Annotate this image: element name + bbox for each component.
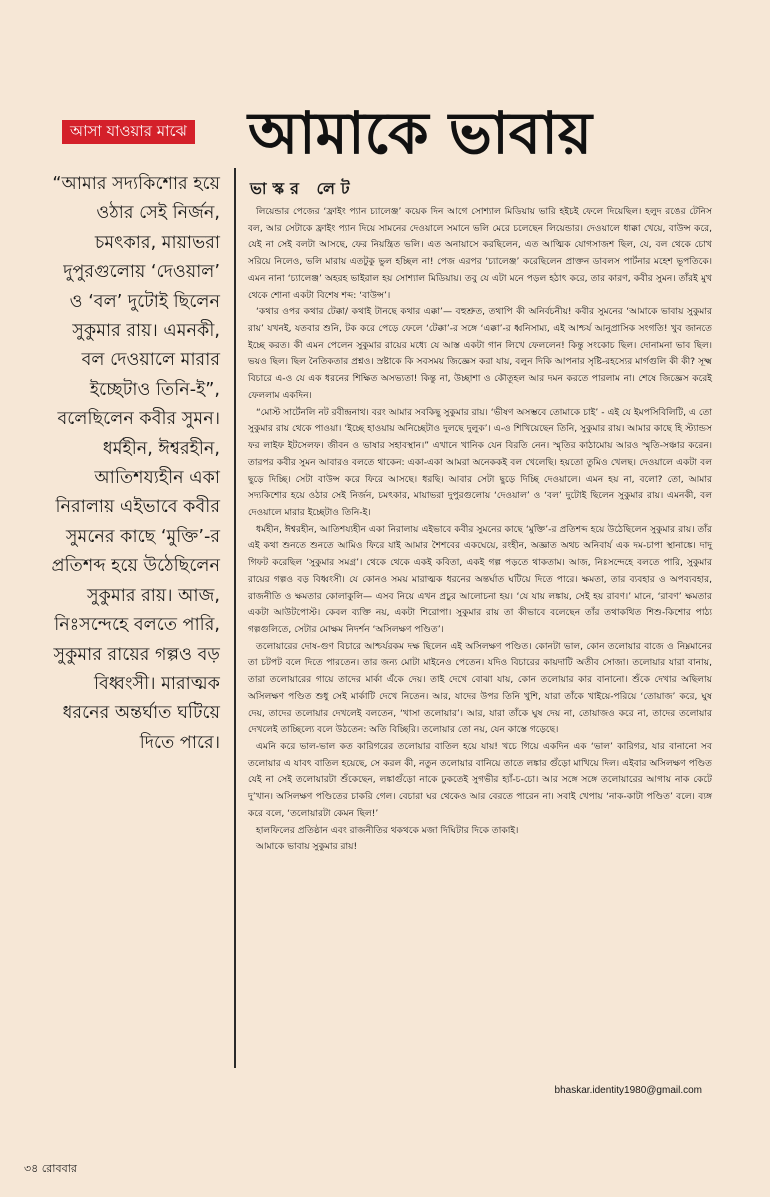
page-footer: ৩৪ রোববার [24,1162,77,1175]
section-tag: আসা যাওয়ার মাঝে [62,120,195,144]
article-paragraph: আমাকে ভাবায় সুকুমার রায়! [256,842,358,853]
article-body [248,204,712,856]
pull-quote: “আমার সদ্যকিশোর হয়ে ওঠার সেই নির্জন, চমৎকার, মায়াভরা দুপুরগুলোয় ‘দেওয়াল’ ও ‘বল’ দুটোই ছিলেন সুকুমার রায়। এমনকী, বল দেওয়ালে মারার ইচ্ছেটাও তিনি-ই”, বলেছিলেন কবীর সুমন। ধর্মহীন, ঈশ্বরহীন, আতিশয্যহীন একা নিরালায় এইভাবে কবীর সুমনের কাছে ‘মুক্তি’-র প্রতিশব্দ হয়ে উঠেছিলেন সুকুমার রায়। আজ, নিঃসন্দেহে বলতে পারি, সুকুমার রায়ের গল্পও বড় বিধ্বংসী। মারাত্মক ধরনের অন্তর্ঘাত ঘটিয়ে দিতে পারে। [51,174,220,753]
article-paragraph: লিয়েন্ডার পেজের ‘ফ্রাইং প্যান চ্যালেঞ্জ’ কয়েক দিন আগে সোশ্যাল মিডিয়ায় ভারি হইচই ফেলে দিয়েছিল। হলুদ রঙের টেনিস বল, আর সেটাকে ফ্রাইং প্যান দিয়ে সামনের দেওয়ালে সমানে ভলি মেরে চলেছেন লিয়েন্ডার। দেওয়ালে ধাক্কা খেয়ে, বাউন্স করে, যেই না সেই বলটা আসছে, ফের নিয়ন্ত্রিত ভলি। এত অনায়াসে করছিলেন, এত আত্মিক যোগসাজশ ছিল, যে, বল থেকে চোখ সরিয়ে নিলেও, ভলি মারায় এতটুকু ভুল হচ্ছিল না! পেজ এরপর ‘চ্যালেঞ্জ’ করেছিলেন প্রাক্তন ডাবলস পার্টনার মহেশ ভূপতিকে। এমন নানা ‘চ্যালেঞ্জ’ অহরহ ভাইরাল হয় সোশ্যাল মিডিয়ায়। তবু যে এটা মনে পড়ল হঠাৎ করে, তার কারণ, কবীর সুমন। তাঁরই মুখ থেকে শোনা একটা বিশেষ শব্দ: ‘বাউন্স’। [248,207,712,301]
author-email: bhaskar.identity1980@gmail.com [554,1085,702,1096]
byline: ভাস্কর লেট [250,179,356,198]
article-paragraph: “মোস্ট সার্টেনলি নট রবীন্দ্রনাথ। বরং আমার সবকিছু সুকুমার রায়। ‘ভীষণ অসম্ভবে তোমাকে চাই’ - এই যে ইমপসিবিলিটি, এ তো সুকুমার রায় থেকে পাওয়া। ‘ইচ্ছে হাওয়ায় অনিচ্ছেটাও দুলছে দুলুক’। এ-ও শিখিয়েছেন তিনি, সুকুমার রায়। আমার কাছে হি স্ট্যান্ডস ফর লাইফ ইটসেলফ। জীবন ও ভাষার সহাবস্থান।” এখানে খানিক যেন বিরতি নেন। স্মৃতির কাঠামোয় আরও স্মৃতি-সঞ্চার করেন। তারপর কবীর সুমন আবারও বলতে থাকেন: একা-একা আমরা অনেককই বল খেলেছি। হয়তো তুমিও খেলছ। দেওয়ালে একটা বল ছুড়ে দিচ্ছি। সেটা বাউন্স করে ফিরে আসছে। ধরছি। আবার সেটা ছুড়ে দিচ্ছি দেওয়ালে। এমন হয় না, বলো? তো, আমার সদ্যকিশোর হয়ে ওঠার সেই নির্জন, চমৎকার, মায়াভরা দুপুরগুলোয় ‘দেওয়াল’ ও ‘বল’ দুটোই ছিলেন সুকুমার রায়। এমনকী, বল দেওয়ালে মারার ইচ্ছেটাও তিনি-ই। [248,407,712,518]
article-paragraph: হালফিলের প্রতিষ্ঠান এবং রাজনীতির থকথকে মজা দিঘিটার দিকে তাকাই। [256,825,519,836]
column-divider [234,168,236,1068]
article-title: আমাকে ভাবায় [248,99,593,167]
article-paragraph: এমনি করে ভাল-ভাল কত কারিগরের তলোয়ার বাতিল হয়ে যায়! খচে গিয়ে একদিন এক ‘ভাল’ কারিগর, যার বানানো সব তলোয়ার এ যাবৎ বাতিল হয়েছে, সে করল কী, নতুন তলোয়ার বানিয়ে তাতে লঙ্কার গুঁড়ো মাখিয়ে দিল। এইবার অসিলক্ষণ পণ্ডিত যেই না সেই তলোয়ারটা শুঁকেছেন, লঙ্কাগুঁড়ো নাকে ঢুকতেই সুগভীর হ্যাঁ-চ-চো। আর সঙ্গে সঙ্গে তলোয়ারের আগায় নাক কেটে দু’খান। অসিলক্ষণ পণ্ডিতের চাকরি গেল। বেচারা ঘর থেকেও আর বেরতে পারেন না। সবাই খেপায় ‘নাক-কাটা পণ্ডিত’ বলে। ব্যঙ্গ করে বলে, ‘তলোয়ারটা কেমন ছিল!’ [248,742,712,819]
article-paragraph: ‘কথার ওপর কথার টেক্কা/ কথাই টানছে কথার এক্কা’— বহুশ্রুত, তথাপি কী অনির্বচনীয়! কবীর সুমনের ‘আমাকে ভাবায় সুকুমার রায়’ যখনই, যতবার শুনি, টক করে পেড়ে ফেলে ‘টেক্কা’-র সঙ্গে ‘এক্কা’-র ধ্বনিসাম্য, এই আশ্চর্য আনুপ্রাসিক সংগতি! খুব জানতে ইচ্ছে করত। কী এমন পেলেন সুকুমার রায়ের মধ্যে যে আস্ত একটা গান লিখে ফেললেন! কিন্তু সংকোচ ছিল। দোনামনা ভাব ছিল। ভয়ও ছিল। ছিল নৈতিকতার প্রশ্নও। স্রষ্টাকে কি সবসময় জিজ্ঞেস করা যায়, বলুন দিকি আপনার সৃষ্টি-রহস্যের মার্গগুলি কী কী? সূক্ষ্ম বিচারে এ-ও যে এক ধরনের শিক্ষিত অসভ্যতা! কিন্তু না, উচ্ছাশা ও কৌতূহল আর দমন করতে পারলাম না। শেষে জিজ্ঞেস করেই ফেললাম একদিন। [248,307,712,401]
article-paragraph: ধর্মহীন, ঈশ্বরহীন, আতিশয্যহীন একা নিরালায় এইভাবে কবীর সুমনের কাছে ‘মুক্তি’-র প্রতিশব্দ হয়ে উঠেছিলেন সুকুমার রায়। তাঁর এই কথা শুনতে শুনতে আমিও ফিরে যাই আমার শৈশবের একঘেয়ে, রংহীন, অজ্ঞাত অথচ অনিবার্য এক দম-চাপা স্থানাঙ্কে। দাদু গিফট করেছিল ‘সুকুমার সমগ্র’। থেকে থেকে একই কবিতা, একই গল্প পড়তে থাকতাম। আজ, নিঃসন্দেহে বলতে পারি, সুকুমার রায়ের গল্পও বড় বিধ্বংসী। যে কোনও সময় মারাত্মক ধরনের অন্তর্ঘাত ঘটিয়ে দিতে পারে। ক্ষমতা, তার ব্যবহার ও অপব্যবহার, রাজনীতি ও ক্ষমতার কোলাকুলি— এসব নিয়ে এখন প্রচুর আলোচনা হয়। ‘যে যায় লঙ্কায়, সেই হয় রাবণ।’ মানে, ‘রাবণ’ ক্ষমতার একটা আউটপোস্ট। কেবল ব্যক্তি নয়, একটা শিরোপা। সুকুমার রায় তা কীভাবে বলেছেন তাঁর তথাকথিত শিশু-কিশোর পাঠ্য গল্পগুলিতে, সেটার মোক্ষম নিদর্শন ‘অসিলক্ষণ পণ্ডিত’। [248,524,712,635]
article-paragraph: তলোয়ারের দোষ-গুণ বিচারে আশ্চর্যরকম দক্ষ ছিলেন এই অসিলক্ষণ পণ্ডিত। কোনটা ভাল, কোন তলোয়ার বাজে ও নিম্নমানের তা চটপট বলে দিতে পারতেন। তার জন্য মোটা মাইনেও পেতেন। যদিও বিচারের কায়দাটি অতীব সোজা। তলোয়ার যারা বানায়, তারা তলোয়ারের গায়ে তাদের মার্কা এঁকে দেয়। তাই দেখে বোঝা যায়, কোন তলোয়ার কার বানানো। শুঁকে দেখার অছিলায় অসিলক্ষণ পণ্ডিত শুধু সেই মার্কাটি দেখে নিতেন। আর, যাদের উপর তিনি খুশি, যারা তাঁকে খাইয়ে-পরিয়ে ‘তোয়াজ’ করে, ঘুষ দেয়, তাদের তলোয়ার দেখলেই বলতেন, ‘খাসা তলোয়ার’। আর, যারা তাঁকে ঘুষ দেয় না, তোয়াজও করে না, তাদের তলোয়ার দেখলেই তাচ্ছিল্যে বলে উঠতেন: অতি বিচ্ছিরি। তলোয়ার তো নয়, যেন কাস্তে গড়েছে। [248,641,712,736]
